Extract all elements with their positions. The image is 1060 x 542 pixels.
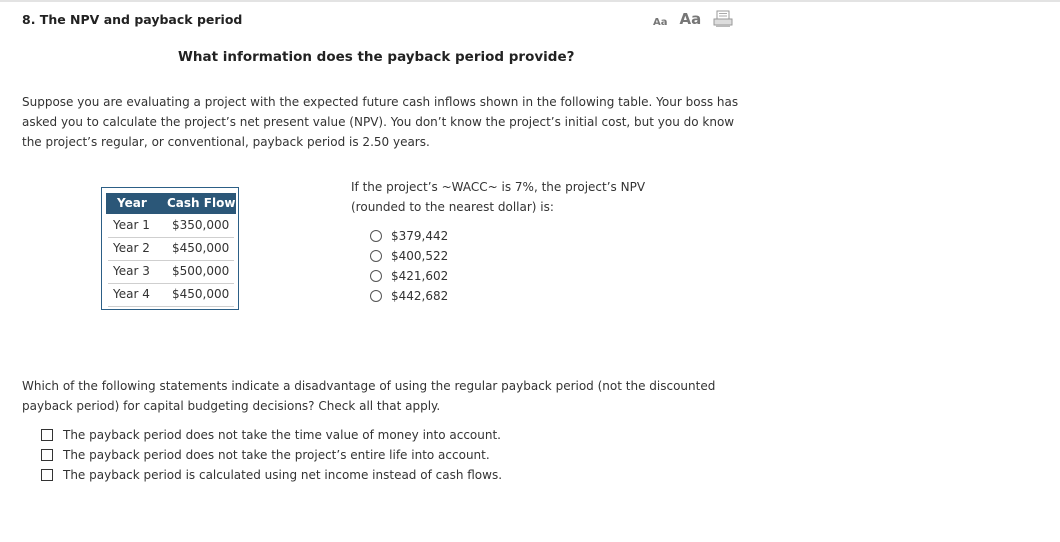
cash-flow-table <box>101 187 239 310</box>
header-cash-flow: Cash Flow <box>167 196 236 210</box>
header-year: Year <box>117 196 147 210</box>
npv-option[interactable] <box>370 289 448 303</box>
year-cell: Year 2 <box>113 241 150 255</box>
payback-question-text: Which of the following statements indicate a disadvantage of using the regular payback period (not the discounted payback period) for capital budgeting decisions? Check all that apply. <box>22 379 716 413</box>
cash-cell: $450,000 <box>172 241 230 255</box>
radio-button[interactable] <box>370 230 382 242</box>
cash-cell: $500,000 <box>172 264 230 278</box>
year-cell: Year 4 <box>113 287 150 301</box>
radio-button[interactable] <box>370 250 382 262</box>
option-label: $442,682 <box>391 289 449 303</box>
intro-paragraph: Suppose you are evaluating a project with the expected future cash inflows shown in the following table. Your boss has asked you to calculate the project’s net present value (NPV). You don’t know the project’s initial cost, but you do know the project’s regular, or conventional, payback period is 2.50 years. <box>22 95 739 149</box>
radio-button[interactable] <box>370 290 382 302</box>
checkbox[interactable] <box>41 449 53 461</box>
cash-cell: $450,000 <box>172 287 230 301</box>
option-label: The payback period does not take the time value of money into account. <box>63 428 501 442</box>
radio-button[interactable] <box>370 270 382 282</box>
year-cell: Year 1 <box>113 218 150 232</box>
table-row <box>108 261 234 284</box>
option-label: $400,522 <box>391 249 449 263</box>
npv-option[interactable] <box>370 249 448 263</box>
payback-option[interactable] <box>41 448 490 462</box>
npv-option[interactable] <box>370 229 448 243</box>
option-label: The payback period does not take the project’s entire life into account. <box>63 448 490 462</box>
font-increase-button[interactable]: Aa <box>679 10 702 28</box>
option-label: $421,602 <box>391 269 449 283</box>
table-header-row <box>106 193 236 214</box>
font-decrease-button[interactable]: Aa <box>653 17 668 28</box>
option-label: The payback period is calculated using net income instead of cash flows. <box>63 468 503 482</box>
npv-question-text: If the project’s ~WACC~ is 7%, the project’s NPV (rounded to the nearest dollar) is: <box>351 180 646 214</box>
year-cell: Year 3 <box>113 264 150 278</box>
top-divider <box>0 0 1060 2</box>
section-heading: What information does the payback period provide? <box>178 49 575 65</box>
printer-icon[interactable] <box>713 10 733 28</box>
payback-option[interactable] <box>41 428 501 442</box>
checkbox[interactable] <box>41 429 53 441</box>
cash-cell: $350,000 <box>172 218 230 232</box>
npv-option[interactable] <box>370 269 448 283</box>
payback-option[interactable] <box>41 468 502 482</box>
question-title: 8. The NPV and payback period <box>22 12 243 27</box>
table-row <box>108 284 234 307</box>
toolbar <box>653 10 733 28</box>
option-label: $379,442 <box>391 229 449 243</box>
table-row <box>108 238 234 261</box>
checkbox[interactable] <box>41 469 53 481</box>
table-row <box>108 215 234 238</box>
